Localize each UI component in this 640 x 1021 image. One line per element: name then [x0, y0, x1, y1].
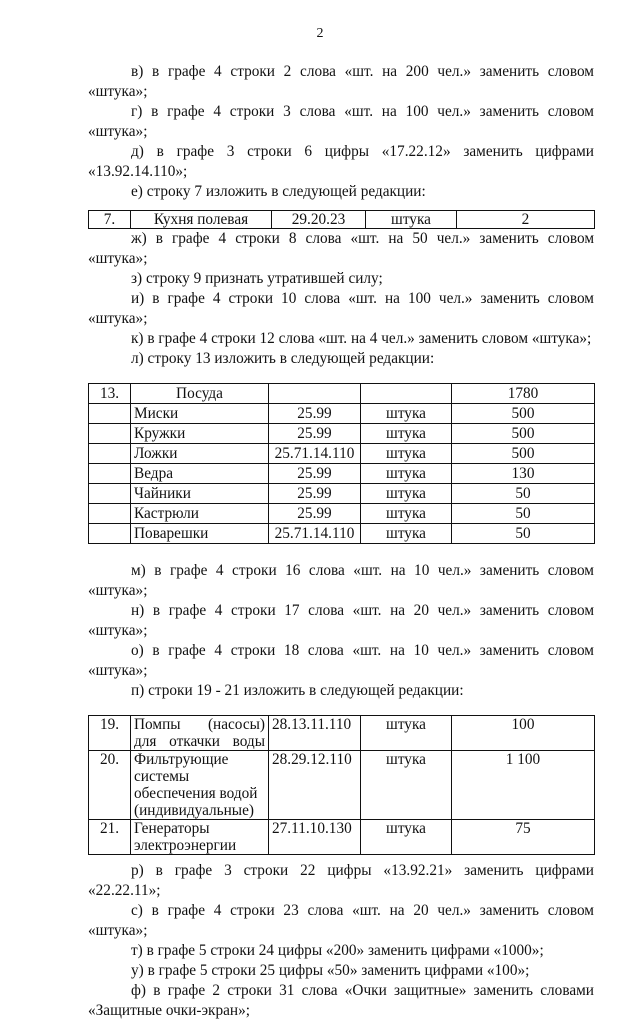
row-number-cell: 13. — [89, 384, 131, 404]
quantity-cell: 50 — [452, 524, 595, 544]
paragraph-r: р) в графе 3 строки 22 цифры «13.92.21» заменить цифрами «22.22.11»; — [88, 862, 594, 899]
item-name-cell: Генераторы электроэнергии — [131, 820, 269, 855]
table-row — [89, 504, 595, 524]
table-rows-19-21 — [88, 715, 595, 855]
unit-cell: штука — [361, 820, 452, 855]
document-body — [88, 62, 594, 1021]
code-cell: 25.99 — [269, 504, 361, 524]
paragraph-l: л) строку 13 изложить в следующей редакции: — [131, 350, 435, 367]
quantity-cell: 500 — [452, 404, 595, 424]
table-row — [89, 404, 595, 424]
unit-cell: штука — [361, 404, 452, 424]
paragraph-t: т) в графе 5 строки 24 цифры «200» заменить цифрами «1000»; — [131, 942, 544, 959]
table-row — [89, 384, 595, 404]
item-name-cell: Поварешки — [131, 524, 269, 544]
item-name-cell: Фильтрующие системы обеспечения водой (индивидуальные) — [131, 751, 269, 820]
unit-cell: штука — [361, 464, 452, 484]
row-number-cell — [89, 424, 131, 444]
paragraph-o: о) в графе 4 строки 18 слова «шт. на 10 чел.» заменить словом «штука»; — [88, 642, 594, 679]
paragraph-g: г) в графе 4 строки 3 слова «шт. на 100 чел.» заменить словом «штука»; — [88, 103, 594, 140]
row-number-cell: 21. — [89, 820, 131, 855]
paragraph-n: н) в графе 4 строки 17 слова «шт. на 20 чел.» заменить словом «штука»; — [88, 602, 594, 639]
quantity-cell: 500 — [452, 424, 595, 444]
paragraph-z: з) строку 9 признать утратившей силу; — [131, 270, 383, 287]
code-cell — [269, 384, 361, 404]
unit-cell: штука — [361, 484, 452, 504]
row-number-cell — [89, 524, 131, 544]
unit-cell: штука — [361, 716, 452, 751]
unit-cell: штука — [361, 751, 452, 820]
code-cell: 28.29.12.110 — [269, 751, 361, 820]
quantity-cell: 100 — [452, 716, 595, 751]
table-row — [89, 716, 595, 751]
quantity-cell: 130 — [452, 464, 595, 484]
item-name-cell: Кастрюли — [131, 504, 269, 524]
row-number-cell — [89, 444, 131, 464]
page-number: 2 — [316, 26, 324, 41]
paragraph-zh: ж) в графе 4 строки 8 слова «шт. на 50 чел.» заменить словом «штука»; — [88, 230, 594, 267]
unit-cell: штука — [361, 504, 452, 524]
code-cell: 25.99 — [269, 484, 361, 504]
table-row — [89, 484, 595, 504]
unit-cell: штука — [361, 524, 452, 544]
code-cell: 29.20.23 — [272, 211, 366, 229]
paragraph-i: и) в графе 4 строки 10 слова «шт. на 100 чел.» заменить словом «штука»; — [88, 290, 594, 327]
quantity-cell: 50 — [452, 484, 595, 504]
paragraph-k: к) в графе 4 строки 12 слова «шт. на 4 чел.» заменить словом «штука»; — [131, 330, 592, 347]
quantity-cell: 75 — [452, 820, 595, 855]
quantity-cell: 1780 — [452, 384, 595, 404]
paragraph-p: п) строки 19 - 21 изложить в следующей редакции: — [131, 682, 464, 699]
row-number-cell: 19. — [89, 716, 131, 751]
item-name-cell: Кружки — [131, 424, 269, 444]
unit-cell — [361, 384, 452, 404]
row-number-cell: 20. — [89, 751, 131, 820]
table-row — [89, 524, 595, 544]
paragraph-m: м) в графе 4 строки 16 слова «шт. на 10 чел.» заменить словом «штука»; — [88, 562, 594, 599]
table-row — [89, 211, 595, 229]
code-cell: 25.71.14.110 — [269, 444, 361, 464]
item-name-cell: Помпы (насосы) для откачки воды — [131, 716, 269, 751]
table-row-13 — [88, 383, 595, 544]
item-name-cell: Миски — [131, 404, 269, 424]
code-cell: 28.13.11.110 — [269, 716, 361, 751]
item-name-cell: Кухня полевая — [131, 211, 272, 229]
code-cell: 25.99 — [269, 404, 361, 424]
item-name-cell: Посуда — [131, 384, 269, 404]
table-row-7 — [88, 210, 595, 229]
table-row — [89, 820, 595, 855]
row-number-cell — [89, 484, 131, 504]
paragraph-v: в) в графе 4 строки 2 слова «шт. на 200 чел.» заменить словом «штука»; — [88, 63, 594, 100]
paragraph-u: у) в графе 5 строки 25 цифры «50» заменить цифрами «100»; — [131, 962, 530, 979]
quantity-cell: 2 — [457, 211, 595, 229]
code-cell: 25.99 — [269, 424, 361, 444]
row-number-cell: 7. — [89, 211, 131, 229]
table-row — [89, 424, 595, 444]
paragraph-f: ф) в графе 2 строки 31 слова «Очки защитные» заменить словами «Защитные очки-экран»; — [88, 982, 594, 1019]
row-number-cell — [89, 504, 131, 524]
table-row — [89, 751, 595, 820]
paragraph-s: с) в графе 4 строки 23 слова «шт. на 20 чел.» заменить словом «штука»; — [88, 902, 594, 939]
code-cell: 25.71.14.110 — [269, 524, 361, 544]
quantity-cell: 1 100 — [452, 751, 595, 820]
unit-cell: штука — [361, 444, 452, 464]
quantity-cell: 50 — [452, 504, 595, 524]
unit-cell: штука — [366, 211, 457, 229]
code-cell: 27.11.10.130 — [269, 820, 361, 855]
quantity-cell: 500 — [452, 444, 595, 464]
item-name-cell: Чайники — [131, 484, 269, 504]
item-name-cell: Ложки — [131, 444, 269, 464]
paragraph-e: е) строку 7 изложить в следующей редакции: — [131, 183, 426, 200]
paragraph-d: д) в графе 3 строки 6 цифры «17.22.12» заменить цифрами «13.92.14.110»; — [88, 143, 594, 180]
table-row — [89, 464, 595, 484]
row-number-cell — [89, 404, 131, 424]
table-row — [89, 444, 595, 464]
code-cell: 25.99 — [269, 464, 361, 484]
unit-cell: штука — [361, 424, 452, 444]
row-number-cell — [89, 464, 131, 484]
item-name-cell: Ведра — [131, 464, 269, 484]
